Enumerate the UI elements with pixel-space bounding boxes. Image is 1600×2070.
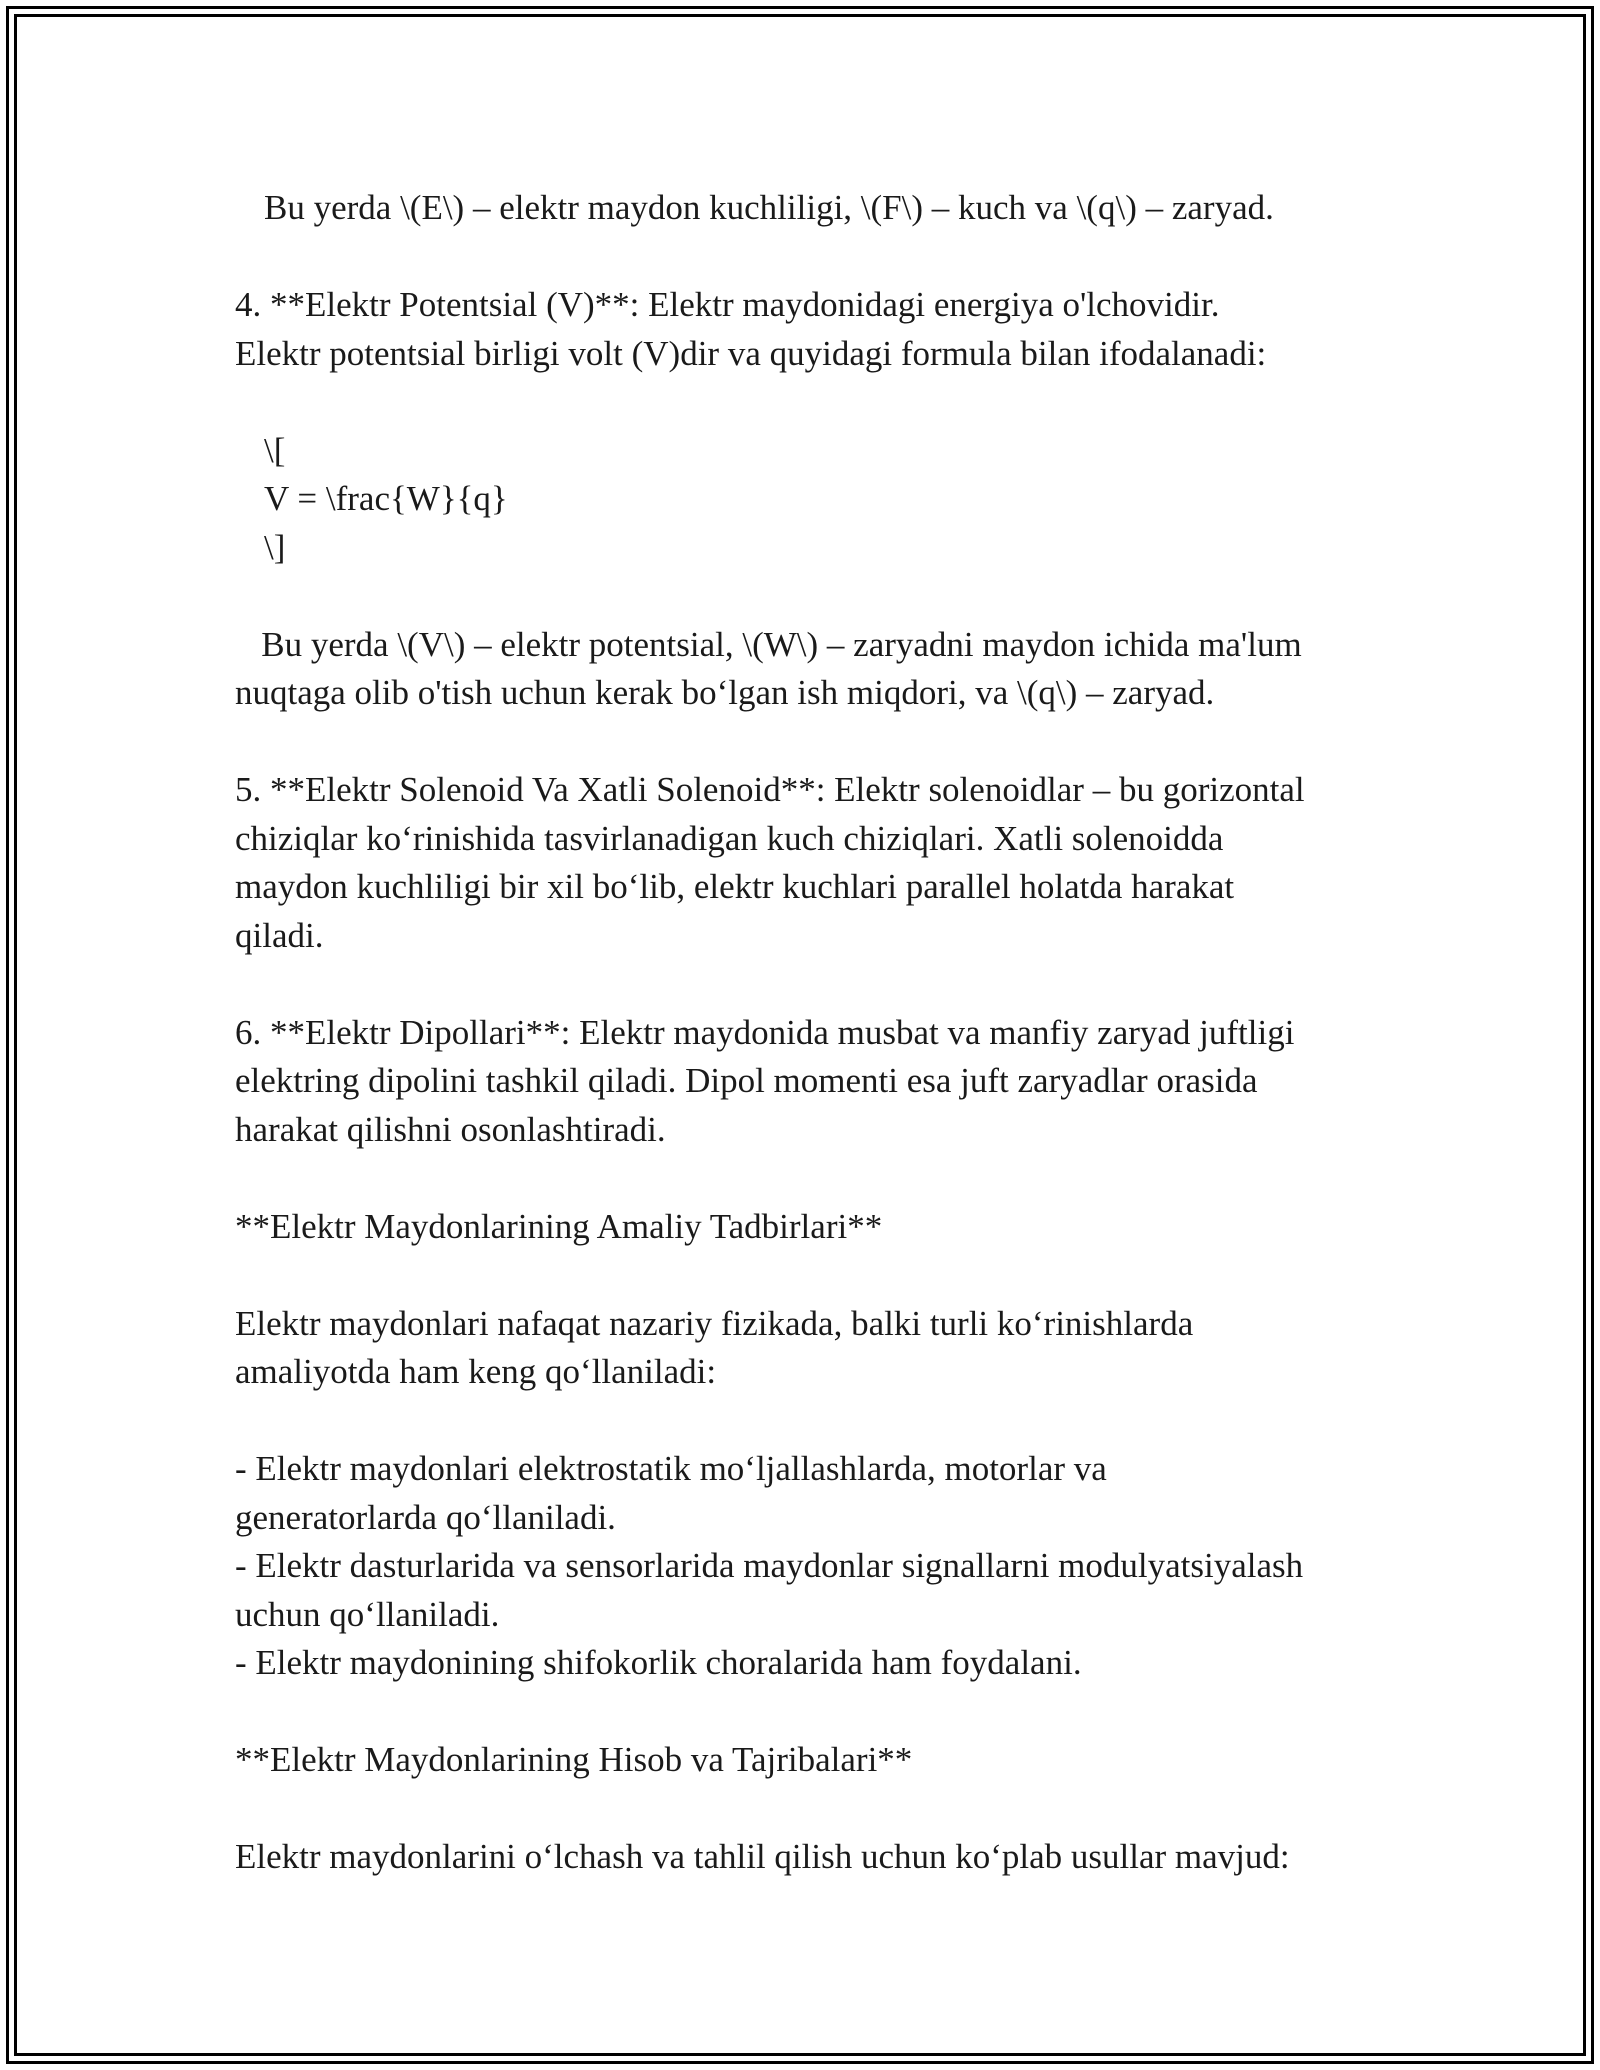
text-line: **Elektr Maydonlarining Amaliy Tadbirlari** (235, 1206, 883, 1246)
paragraph-spacer (235, 1785, 1385, 1834)
paragraph-spacer (235, 1397, 1385, 1446)
text-line: harakat qilishni osonlashtiradi. (235, 1109, 666, 1149)
text-line: V = \frac{W}{q} (264, 479, 508, 518)
paragraph (235, 1009, 1385, 1155)
text-line: 4. **Elektr Potentsial (V)**: Elektr maydonidagi energiya o'lchovidir. (235, 285, 1220, 324)
paragraph-spacer (235, 572, 1385, 621)
paragraph-spacer (235, 1688, 1385, 1737)
text-line: \] (264, 527, 286, 567)
paragraph (235, 184, 1385, 233)
document-body (235, 184, 1385, 1882)
paragraph-spacer (235, 378, 1385, 427)
paragraph-spacer (235, 1251, 1385, 1300)
text-line: chiziqlar ko‘rinishida tasvirlanadigan kuch chiziqlari. Xatli solenoidda (235, 818, 1224, 858)
text-line: - Elektr maydonlari elektrostatik mo‘ljallashlarda, motorlar va (235, 1449, 1107, 1488)
paragraph (235, 1833, 1385, 1882)
text-line: qiladi. (235, 915, 324, 955)
text-line: uchun qo‘llaniladi. (235, 1594, 500, 1634)
paragraph (235, 1300, 1385, 1397)
text-line: maydon kuchliligi bir xil bo‘lib, elektr kuchlari parallel holatda harakat (235, 867, 1235, 906)
text-line: 5. **Elektr Solenoid Va Xatli Solenoid**: Elektr solenoidlar – bu gorizontal (235, 770, 1305, 809)
text-line: Elektr maydonlari nafaqat nazariy fizikada, balki turli ko‘rinishlarda (235, 1303, 1194, 1343)
paragraph-spacer (235, 1154, 1385, 1203)
text-line: generatorlarda qo‘llaniladi. (235, 1497, 616, 1537)
paragraph (235, 281, 1385, 378)
text-line: nuqtaga olib o'tish uchun kerak bo‘lgan ish miqdori, va \(q\) – zaryad. (235, 673, 1215, 712)
paragraph-spacer (235, 233, 1385, 282)
text-line: Bu yerda \(V\) – elektr potentsial, \(W\) – zaryadni maydon ichida ma'lum (235, 624, 1302, 664)
bullet-list (235, 1445, 1385, 1688)
text-line: amaliyotda ham keng qo‘llaniladi: (235, 1352, 717, 1391)
section-heading (235, 1736, 1385, 1785)
text-line: elektring dipolini tashkil qiladi. Dipol momenti esa juft zaryadlar orasida (235, 1061, 1258, 1100)
text-line: Bu yerda \(E\) – elektr maydon kuchliligi, \(F\) – kuch va \(q\) – zaryad. (264, 188, 1274, 227)
paragraph-spacer (235, 718, 1385, 767)
text-line: 6. **Elektr Dipollari**: Elektr maydonida musbat va manfiy zaryad juftligi (235, 1012, 1295, 1052)
text-line: - Elektr dasturlarida va sensorlarida maydonlar signallarni modulyatsiyalash (235, 1546, 1304, 1585)
text-line: Elektr maydonlarini o‘lchash va tahlil qilish uchun ko‘plab usullar mavjud: (235, 1837, 1290, 1876)
paragraph (235, 766, 1385, 960)
section-heading (235, 1203, 1385, 1252)
text-line: **Elektr Maydonlarining Hisob va Tajribalari** (235, 1740, 913, 1779)
paragraph (235, 621, 1385, 718)
paragraph-spacer (235, 960, 1385, 1009)
text-line: \[ (264, 430, 286, 470)
text-line: Elektr potentsial birligi volt (V)dir va quyidagi formula bilan ifodalanadi: (235, 333, 1267, 373)
formula-block (235, 427, 1385, 573)
text-line: - Elektr maydonining shifokorlik choralarida ham foydalani. (235, 1643, 1082, 1682)
